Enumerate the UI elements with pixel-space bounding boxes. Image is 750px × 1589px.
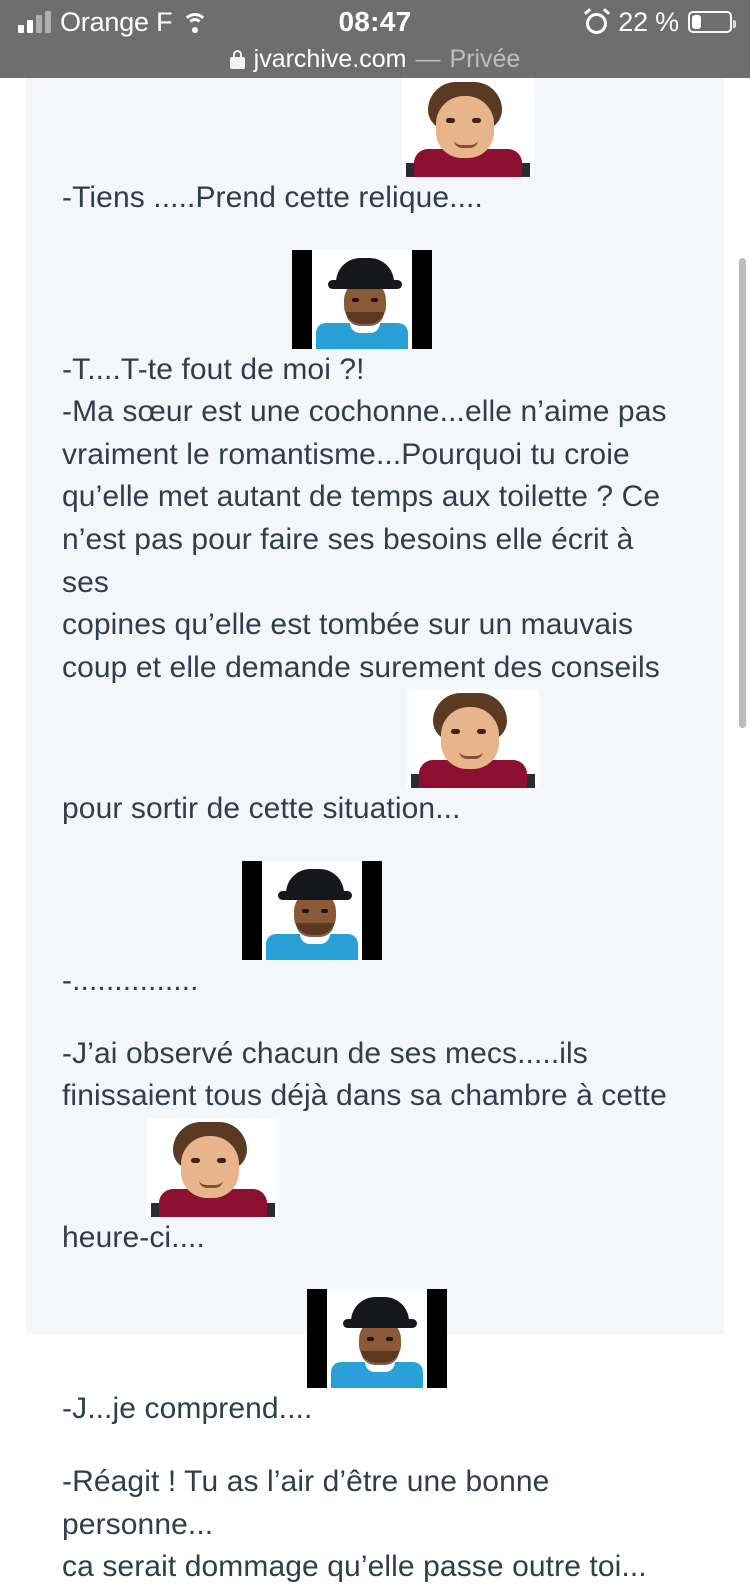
image-row-2 xyxy=(62,250,688,349)
spacer xyxy=(62,831,688,861)
story-line: -Ma sœur est une cochonne...elle n’aime pas xyxy=(62,395,667,429)
alarm-clock-icon xyxy=(585,10,609,34)
story-line: -T....T-te fout de moi ?! xyxy=(62,352,365,386)
page-content xyxy=(0,78,750,1589)
battery-icon xyxy=(688,11,732,33)
spacer xyxy=(62,1259,688,1289)
story-line: n’est pas pour faire ses besoins elle écrit à ses xyxy=(62,522,634,599)
story-line: qu’elle met autant de temps aux toilette ? Ce xyxy=(62,480,661,514)
story-line: -J...je comprend.... xyxy=(62,1392,313,1426)
spacer xyxy=(62,220,688,250)
battery-percent-label: 22 % xyxy=(618,6,679,37)
image-row-6 xyxy=(62,1289,688,1388)
url-domain-label: jvarchive.com xyxy=(253,44,407,73)
image-row-1 xyxy=(62,78,688,177)
clock-label: 08:47 xyxy=(338,6,412,37)
cap-guy-portrait-image xyxy=(307,1289,447,1388)
vertical-scrollbar[interactable] xyxy=(739,258,746,728)
url-separator: — xyxy=(415,44,441,73)
status-bar-right xyxy=(375,7,732,38)
status-bar xyxy=(0,0,750,44)
spacer xyxy=(62,1431,688,1461)
host-portrait-image xyxy=(407,689,539,788)
story-line: finissaient tous déjà dans sa chambre à cette xyxy=(62,1079,667,1113)
cap-guy-portrait-image xyxy=(242,861,382,960)
story-line: coup et elle demande surement des conseils xyxy=(62,650,660,684)
story-line: -............... xyxy=(62,963,199,997)
story-line: ca serait dommage qu’elle passe outre toi... xyxy=(62,1550,647,1584)
story-line: pour sortir de cette situation... xyxy=(62,792,461,826)
spacer xyxy=(62,1003,688,1033)
browser-url-bar[interactable] xyxy=(0,44,750,78)
host-portrait-image xyxy=(402,78,534,177)
story-line: -J’ai observé chacun de ses mecs.....ils xyxy=(62,1036,588,1070)
cap-guy-portrait-image xyxy=(292,250,432,349)
host-portrait-image xyxy=(147,1118,279,1217)
story-line: -Tiens .....Prend cette relique.... xyxy=(62,181,483,214)
image-row-3 xyxy=(62,689,688,788)
story-line: vraiment le romantisme...Pourquoi tu croie xyxy=(62,437,630,471)
story-text-block xyxy=(0,78,750,1589)
story-line: -Réagit ! Tu as l’air d’être une bonne personne... xyxy=(62,1464,550,1541)
web-page-viewport[interactable] xyxy=(0,78,750,1584)
private-mode-label: Privée xyxy=(449,44,521,73)
lock-icon xyxy=(230,50,245,69)
story-line: copines qu’elle est tombée sur un mauvais xyxy=(62,608,634,642)
story-line: heure-ci.... xyxy=(62,1220,205,1254)
image-row-4 xyxy=(62,861,688,960)
carrier-label: Orange F xyxy=(60,6,173,37)
image-row-5 xyxy=(62,1118,688,1217)
